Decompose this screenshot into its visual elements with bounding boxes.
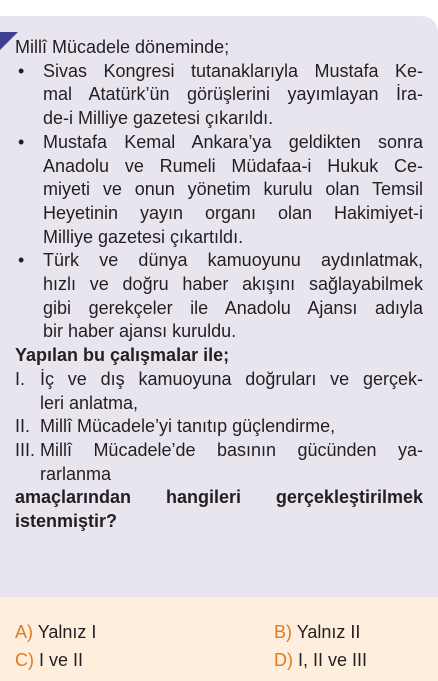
bullet-line: Mustafa Kemal Ankara’ya geldikten sonra — [43, 131, 423, 152]
option-c[interactable] — [15, 649, 83, 671]
statement-item — [15, 439, 423, 486]
bullet-line: gibi gerekçeler ile Anadolu Ajansı adıyla — [43, 297, 423, 318]
option-text: I ve II — [39, 650, 84, 670]
ask-line: istenmiştir? — [15, 511, 118, 532]
statement-number: II. — [15, 416, 31, 437]
bullet-line: bir haber ajansı kuruldu. — [43, 321, 237, 342]
option-b[interactable] — [274, 621, 360, 643]
option-text: Yalnız II — [296, 622, 361, 642]
statement-line: Millî Mücadele’yi tanıtıp güçlendirme, — [40, 416, 336, 437]
bullet-line: hızlı ve doğru haber akışını sağlayabilmek — [43, 274, 423, 295]
bullet-line: Heyetinin yayın organı olan Hakimiyet-i — [43, 202, 423, 223]
statement-line: İç ve dış kamuoyuna doğruları ve gerçek- — [40, 368, 423, 389]
option-letter: D) — [274, 650, 293, 670]
ask-line: amaçlarından hangileri gerçekleştirilmek — [15, 487, 423, 508]
option-text: Yalnız I — [37, 622, 97, 642]
statement-line: leri anlatma, — [40, 392, 139, 413]
bullet-line: Anadolu ve Rumeli Müdafaa-i Hukuk Ce- — [43, 155, 423, 176]
bullet-line: mal Atatürk’ün görüşlerini yayımlayan İra- — [43, 84, 423, 105]
option-d[interactable] — [274, 649, 367, 671]
option-a[interactable] — [15, 621, 96, 643]
option-letter: B) — [274, 622, 292, 642]
option-letter: C) — [15, 650, 34, 670]
question-text — [15, 36, 423, 534]
bullet-line: miyeti ve onun yönetim kurulu olan Temsil — [43, 179, 423, 200]
bullet-item — [15, 131, 423, 250]
statement-number: I. — [15, 368, 26, 389]
bullet-dot-icon: • — [18, 60, 25, 81]
bullet-line: Türk ve dünya kamuoyunu aydınlatmak, — [43, 250, 423, 271]
bullet-dot-icon: • — [18, 131, 25, 152]
bullet-line: de-i Milliye gazetesi çıkarıldı. — [43, 108, 274, 129]
statement-line: rarlanma — [40, 463, 112, 484]
bullet-line: Sivas Kongresi tutanaklarıyla Mustafa Ke- — [43, 60, 423, 81]
intro-text: Millî Mücadele döneminde; — [15, 37, 230, 57]
bullet-item — [15, 60, 423, 131]
bullet-dot-icon: • — [18, 250, 25, 271]
statement-line: Millî Mücadele’de basının gücünden ya- — [40, 439, 423, 460]
statement-item — [15, 368, 423, 415]
statement-number: III. — [15, 439, 36, 460]
bullet-line: Milliye gazetesi çıkartıldı. — [43, 226, 244, 247]
option-letter: A) — [15, 622, 33, 642]
prompt-text: Yapılan bu çalışmalar ile; — [15, 345, 230, 366]
bullet-item — [15, 249, 423, 344]
option-text: I, II ve III — [298, 650, 368, 670]
statement-item — [15, 415, 423, 439]
